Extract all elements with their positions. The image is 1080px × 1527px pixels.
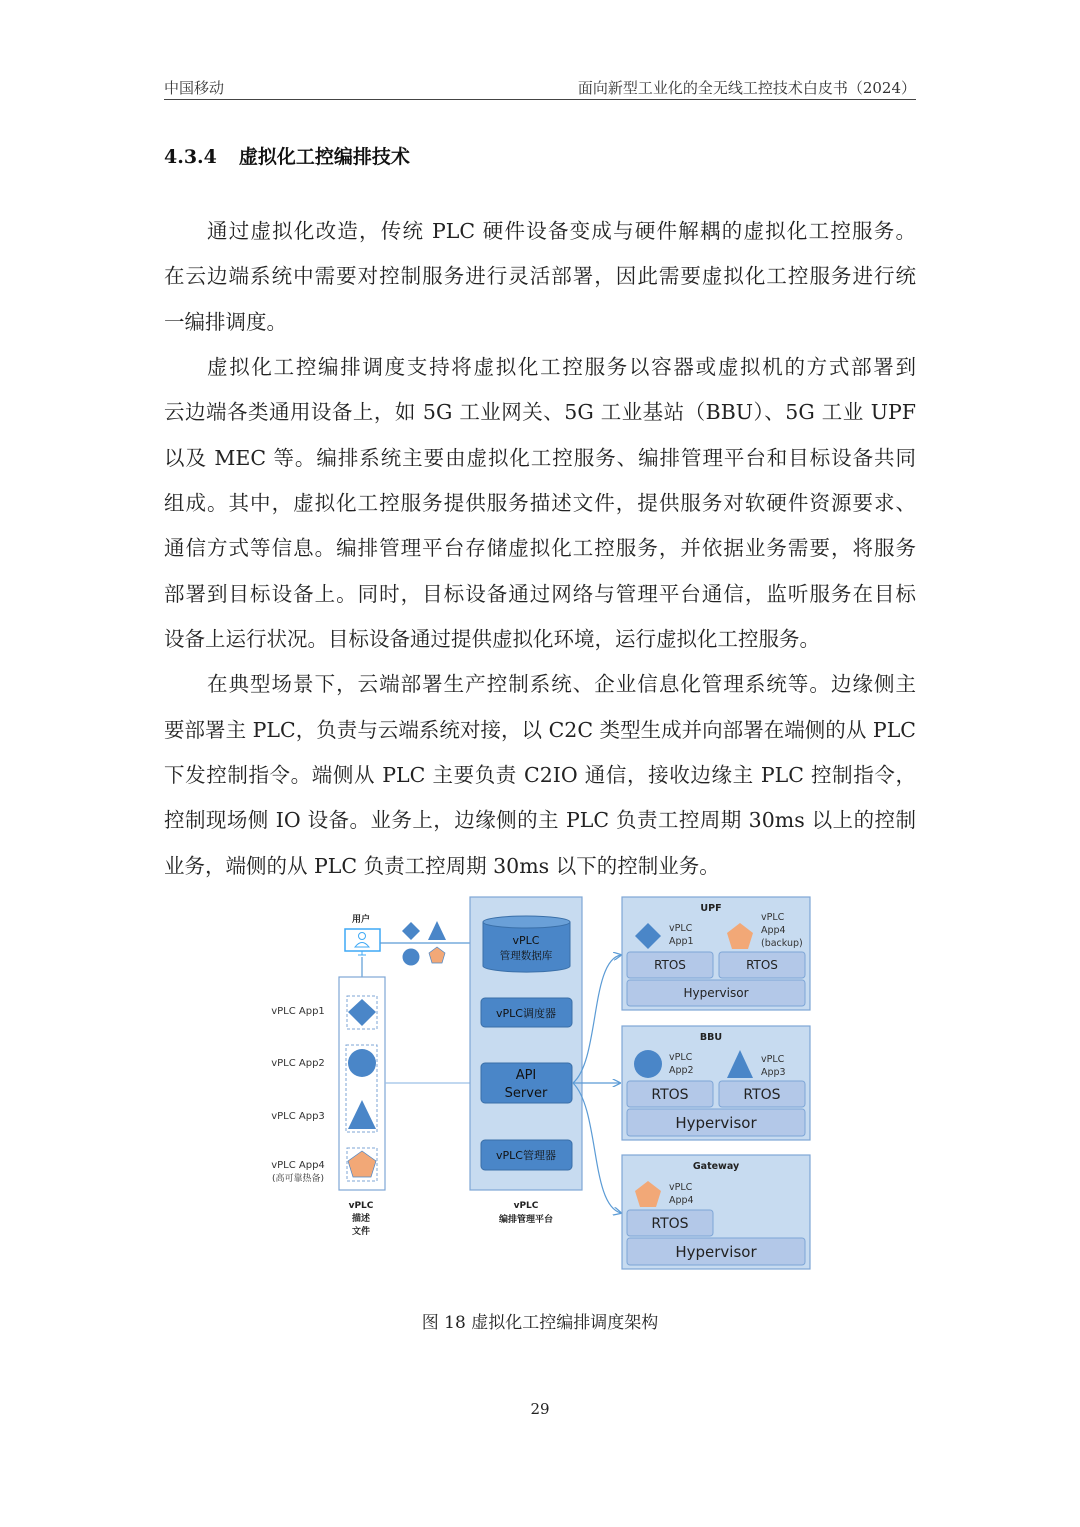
svg-text:vPLC: vPLC <box>669 1182 693 1193</box>
text-line: 在典型场景下，云端部署生产控制系统、企业信息化管理系统等。边缘侧主 <box>207 672 916 697</box>
section-title: 虚拟化工控编排技术 <box>238 146 410 168</box>
svg-text:vPLC: vPLC <box>761 1054 785 1065</box>
file-caption: 文件 <box>351 1227 371 1237</box>
vplc-scheduler-label: vPLC调度器 <box>496 1007 556 1020</box>
app4-label: vPLC App4 <box>271 1160 325 1171</box>
file-caption: vPLC <box>348 1201 374 1211</box>
figure-caption: 图 18 虚拟化工控编排调度架构 <box>421 1313 659 1333</box>
triangle-shape-icon <box>428 921 446 940</box>
text-line: 通信方式等信息。编排管理平台存储虚拟化工控服务，并依据业务需要，将服务 <box>164 536 916 561</box>
gateway-node <box>622 1155 810 1269</box>
svg-text:vPLC: vPLC <box>669 1052 693 1063</box>
svg-text:vPLC: vPLC <box>512 934 540 947</box>
vplc-manager-label: vPLC管理器 <box>496 1149 556 1162</box>
page-number: 29 <box>530 1400 550 1418</box>
management-database <box>483 916 570 972</box>
text-line: 控制现场侧 IO 设备。业务上，边缘侧的主 PLC 负责工控周期 30ms 以上的控制 <box>164 808 916 833</box>
svg-text:管理数据库: 管理数据库 <box>499 950 553 962</box>
text-line: 通过虚拟化改造，传统 PLC 硬件设备变成与硬件解耦的虚拟化工控服务。 <box>207 219 916 243</box>
svg-text:Hypervisor: Hypervisor <box>683 986 749 1000</box>
svg-text:RTOS: RTOS <box>746 958 778 972</box>
diamond-shape-icon <box>402 922 420 940</box>
circle-shape-icon <box>403 949 420 966</box>
file-caption: 描述 <box>351 1214 371 1224</box>
svg-text:App4: App4 <box>669 1195 694 1206</box>
section-number: 4.3.4 <box>164 146 217 168</box>
svg-text:Gateway: Gateway <box>692 1161 740 1172</box>
app2-circle-icon <box>348 1049 376 1077</box>
svg-text:Hypervisor: Hypervisor <box>675 1243 757 1261</box>
architecture-diagram <box>260 890 820 1280</box>
text-line: 组成。其中，虚拟化工控服务提供服务描述文件，提供服务对软硬件资源要求、 <box>164 491 916 516</box>
api-server-label: API <box>515 1068 537 1083</box>
svg-text:Hypervisor: Hypervisor <box>675 1114 757 1132</box>
svg-text:RTOS: RTOS <box>654 958 686 972</box>
section-heading <box>164 142 410 169</box>
text-line: 云边端各类通用设备上，如 5G 工业网关、5G 工业基站（BBU）、5G 工业 UPF <box>164 400 916 425</box>
app3-label: vPLC App3 <box>271 1111 325 1122</box>
header-divider <box>164 99 916 100</box>
svg-text:BBU: BBU <box>699 1032 723 1043</box>
svg-text:RTOS: RTOS <box>651 1216 689 1232</box>
header-org: 中国移动 <box>164 79 225 97</box>
svg-text:vPLC: vPLC <box>761 912 785 923</box>
svg-text:App3: App3 <box>761 1067 786 1078</box>
svg-text:(backup): (backup) <box>761 938 803 949</box>
platform-caption: vPLC <box>513 1201 539 1211</box>
user-label: 用户 <box>351 915 371 925</box>
svg-text:UPF: UPF <box>700 903 722 914</box>
svg-text:RTOS: RTOS <box>743 1087 781 1103</box>
upf-node <box>622 897 810 1010</box>
svg-text:App4: App4 <box>761 925 786 936</box>
text-line: 部署到目标设备上。同时，目标设备通过网络与管理平台通信，监听服务在目标 <box>164 581 916 606</box>
text-line: 下发控制指令。端侧从 PLC 主要负责 C2IO 通信，接收边缘主 PLC 控制指令， <box>164 763 916 788</box>
svg-text:App2: App2 <box>669 1065 694 1076</box>
text-line: 虚拟化工控编排调度支持将虚拟化工控服务以容器或虚拟机的方式部署到 <box>207 355 916 380</box>
pentagon-shape-icon <box>429 947 445 963</box>
svg-text:vPLC: vPLC <box>669 923 693 934</box>
text-line: 要部署主 PLC，负责与云端系统对接，以 C2C 类型生成并向部署在端侧的从 PLC <box>164 717 916 742</box>
api-server-label: Server <box>504 1086 548 1101</box>
platform-caption: 编排管理平台 <box>498 1215 554 1225</box>
body-text <box>164 209 916 889</box>
text-line: 以及 MEC 等。编排系统主要由虚拟化工控服务、编排管理平台和目标设备共同 <box>164 445 916 470</box>
app1-label: vPLC App1 <box>271 1006 325 1017</box>
app4-note: (高可靠热备) <box>271 1174 325 1184</box>
svg-text:RTOS: RTOS <box>651 1087 689 1103</box>
svg-text:App1: App1 <box>669 936 694 947</box>
text-line: 设备上运行状况。目标设备通过提供虚拟化环境，运行虚拟化工控服务。 <box>164 627 820 652</box>
app2-label: vPLC App2 <box>271 1058 325 1069</box>
header-doc-title: 面向新型工业化的全无线工控技术白皮书（2024） <box>577 79 916 97</box>
text-line: 一编排调度。 <box>164 309 287 334</box>
text-line: 在云边端系统中需要对控制服务进行灵活部署，因此需要虚拟化工控服务进行统 <box>164 264 916 289</box>
user-icon <box>345 929 380 955</box>
bbu-node <box>622 1026 810 1140</box>
text-line: 业务，端侧的从 PLC 负责工控周期 30ms 以下的控制业务。 <box>164 853 720 878</box>
